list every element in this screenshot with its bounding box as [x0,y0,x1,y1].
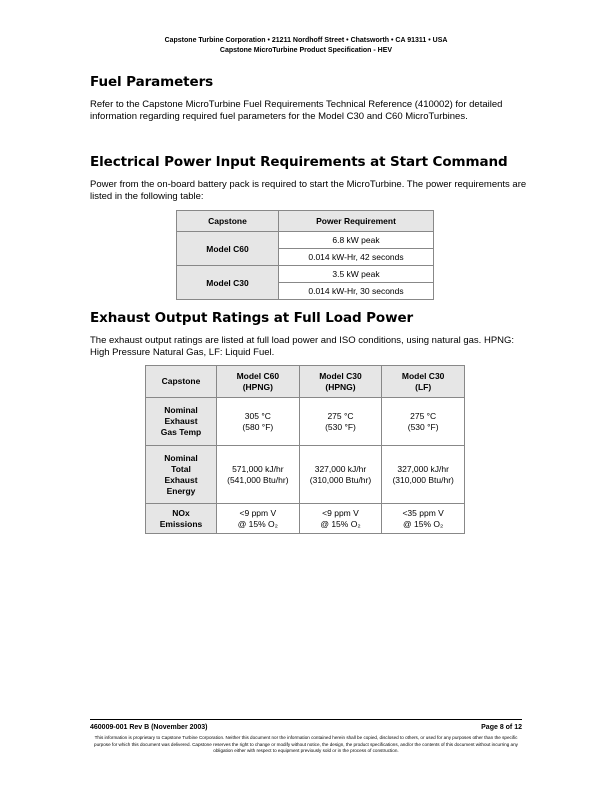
cell-line: (530 °F) [407,421,439,432]
cell-line: @ 15% O₂ [403,518,444,529]
row-label: Model C60 [177,232,279,266]
table-row [146,398,465,446]
table-cell [217,504,300,534]
header-line: (HPNG) [325,381,356,392]
cell-line: @ 15% O₂ [237,518,278,529]
table-cell [217,398,300,446]
table-header-row [177,211,434,232]
row-label: Model C30 [177,266,279,300]
header-c30-lf [382,366,465,398]
header-line: Model C30 [319,370,362,381]
exhaust-output-heading: Exhaust Output Ratings at Full Load Power [90,310,414,326]
page-header [0,36,612,56]
table-cell [299,398,382,446]
header-c30-hpng [299,366,382,398]
header-capstone: Capstone [177,211,279,232]
table-row [177,266,434,300]
footer-divider [90,719,522,720]
cell-line: (310,000 Btu/hr) [392,474,454,485]
table-header-row [146,366,465,398]
exhaust-output-text: The exhaust output ratings are listed at full load power and ISO conditions, using natural gas. HPNG: High Pressure Natural Gas, LF: Liquid Fuel. [90,335,515,358]
fuel-parameters-text: Refer to the Capstone MicroTurbine Fuel Requirements Technical Reference (410002) for detailed information regarding required fuel parameters for the Model C30 and C60 MicroTurbines. [90,99,503,122]
label-line: NOx [172,507,190,518]
table-cell [217,446,300,504]
power-requirement-table [176,210,434,300]
cell-line: @ 15% O₂ [320,518,361,529]
row-label-nox-emissions [146,504,217,534]
power-value [279,266,434,300]
energy-duration: 0.014 kW-Hr, 30 seconds [279,282,433,299]
cell-line: <35 ppm V [402,507,444,518]
peak-power: 3.5 kW peak [332,269,380,279]
power-value [279,232,434,266]
energy-duration: 0.014 kW-Hr, 42 seconds [279,248,433,265]
electrical-power-text: Power from the on-board battery pack is required to start the MicroTurbine. The power requirements are listed in the following table: [90,179,527,202]
header-line: (LF) [415,381,432,392]
header-power-requirement: Power Requirement [279,211,434,232]
header-line: Model C60 [236,370,280,381]
table-row [146,504,465,534]
table-cell [382,398,465,446]
cell-line: (530 °F) [325,421,356,432]
table-cell [299,504,382,534]
label-line: Emissions [159,518,203,529]
cell-line: (541,000 Btu/hr) [227,474,289,485]
table-cell [299,446,382,504]
table-row [146,446,465,504]
label-line: Total [171,463,191,474]
row-label-gas-temp [146,398,217,446]
label-line: Energy [166,485,196,496]
table-cell [382,446,465,504]
cell-line: 571,000 kJ/hr [232,463,284,474]
row-label-exhaust-energy [146,446,217,504]
footer-disclaimer: This information is proprietary to Capstone Turbine Corporation. Neither this document nor the information contained herein shall be copied, disclosed to others, or used for any purposes other than the specific purpose for which this document was delivered. Capstone reserves the right to change or modify without notice, the design, the product specifications, and/or the contents of this document without incurring any obligation either with respect to equipment previously sold or in the process of construction. [94,735,518,753]
table-cell [382,504,465,534]
footer-doc-id: 460009-001 Rev B (November 2003) [90,724,208,731]
label-line: Nominal [164,452,198,463]
cell-line: 327,000 kJ/hr [314,463,367,474]
electrical-power-heading: Electrical Power Input Requirements at Start Command [90,154,508,170]
cell-line: <9 ppm V [239,507,277,518]
header-c60-hpng [217,366,300,398]
cell-line: 327,000 kJ/hr [397,463,449,474]
header-line: Capstone [161,376,201,386]
header-doc-title: Capstone MicroTurbine Product Specification - HEV [219,47,393,54]
cell-line: 305 °C [244,410,271,421]
fuel-parameters-heading: Fuel Parameters [90,74,214,90]
header-line: (HPNG) [242,381,273,392]
peak-power: 6.8 kW peak [332,235,380,245]
cell-line: (310,000 Btu/hr) [309,474,372,485]
table-row [177,232,434,266]
label-line: Exhaust [164,474,198,485]
header-address: Capstone Turbine Corporation • 21211 Nordhoff Street • Chatsworth • CA 91311 • USA [164,37,448,44]
label-line: Gas Temp [160,427,202,437]
label-line: Exhaust [164,416,198,426]
header-capstone [146,366,217,398]
cell-line: (580 °F) [242,421,274,432]
cell-line: <9 ppm V [322,507,359,518]
label-line: Nominal [164,405,198,415]
header-line: Model C30 [401,370,445,381]
exhaust-ratings-table [145,365,465,534]
cell-line: 275 °C [327,410,354,421]
footer-page-number: Page 8 of 12 [481,724,522,731]
cell-line: 275 °C [410,410,437,421]
